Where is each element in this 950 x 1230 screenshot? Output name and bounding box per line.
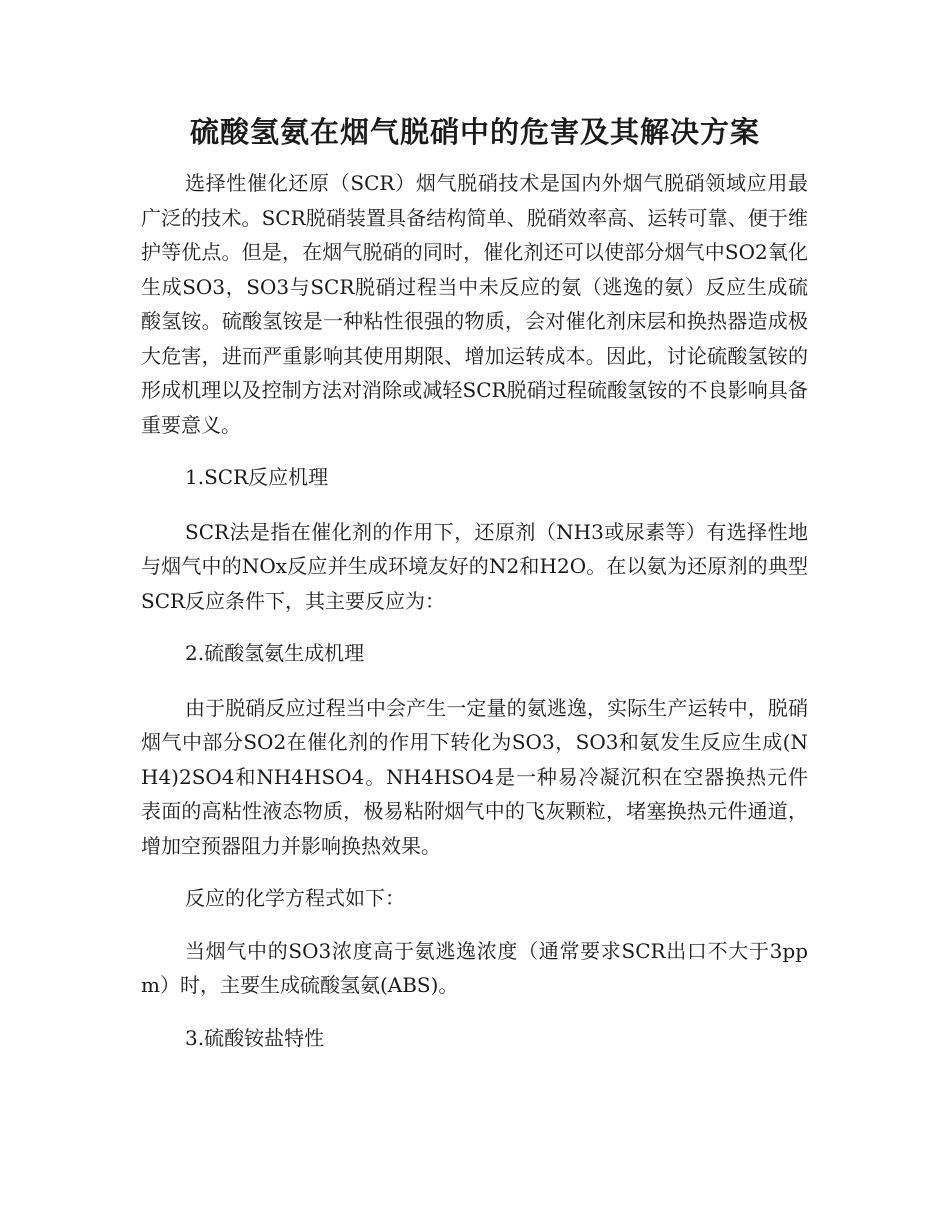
section-heading-ammonium-salt: 3.硫酸铵盐特性 bbox=[185, 1025, 325, 1050]
document-title: 硫酸氢氨在烟气脱硝中的危害及其解决方案 bbox=[189, 115, 760, 149]
paragraph-so3-condition: 当烟气中的SO3浓度高于氨逃逸浓度（通常要求SCR出口不大于3ppm）时，主要生成硫酸氢氨(ABS)。 bbox=[141, 938, 808, 997]
document-body bbox=[141, 166, 808, 1075]
paragraph-equation-intro: 反应的化学方程式如下： bbox=[185, 886, 405, 910]
paragraph-abs-formation: 由于脱硝反应过程当中会产生一定量的氨逃逸，实际生产运转中，脱硝烟气中部分SO2在催化剂的作用下转化为SO3，SO3和氨发生反应生成(NH4)2SO4和NH4HSO4。NH4HSO4是一种易冷凝沉积在空器换热元件表面的高粘性液态物质，极易粘附烟气中的飞灰颗粒，堵塞换热元件通道，增加空预器阻力并影响换热效果。 bbox=[141, 695, 808, 858]
paragraph-scr-mechanism: SCR法是指在催化剂的作用下，还原剂（NH3或尿素等）有选择性地与烟气中的NOx反应并生成环境友好的N2和H2O。在以氨为还原剂的典型SCR反应条件下，其主要反应为： bbox=[141, 519, 808, 613]
section-heading-scr-mechanism: 1.SCR反应机理 bbox=[185, 465, 329, 489]
paragraph-intro: 选择性催化还原（SCR）烟气脱硝技术是国内外烟气脱硝领域应用最广泛的技术。SCR脱硝装置具备结构简单、脱硝效率高、运转可靠、便于维护等优点。但是，在烟气脱硝的同时，催化剂还可以使部分烟气中SO2氧化生成SO3，SO3与SCR脱硝过程当中未反应的氨（逃逸的氨）反应生成硫酸氢铵。硫酸氢铵是一种粘性很强的物质，会对催化剂床层和换热器造成极大危害，进而严重影响其使用期限、增加运转成本。因此，讨论硫酸氢铵的形成机理以及控制方法对消除或减轻SCR脱硝过程硫酸氢铵的不良影响具备重要意义。 bbox=[141, 171, 808, 437]
section-heading-abs-formation: 2.硫酸氢氨生成机理 bbox=[185, 641, 365, 665]
